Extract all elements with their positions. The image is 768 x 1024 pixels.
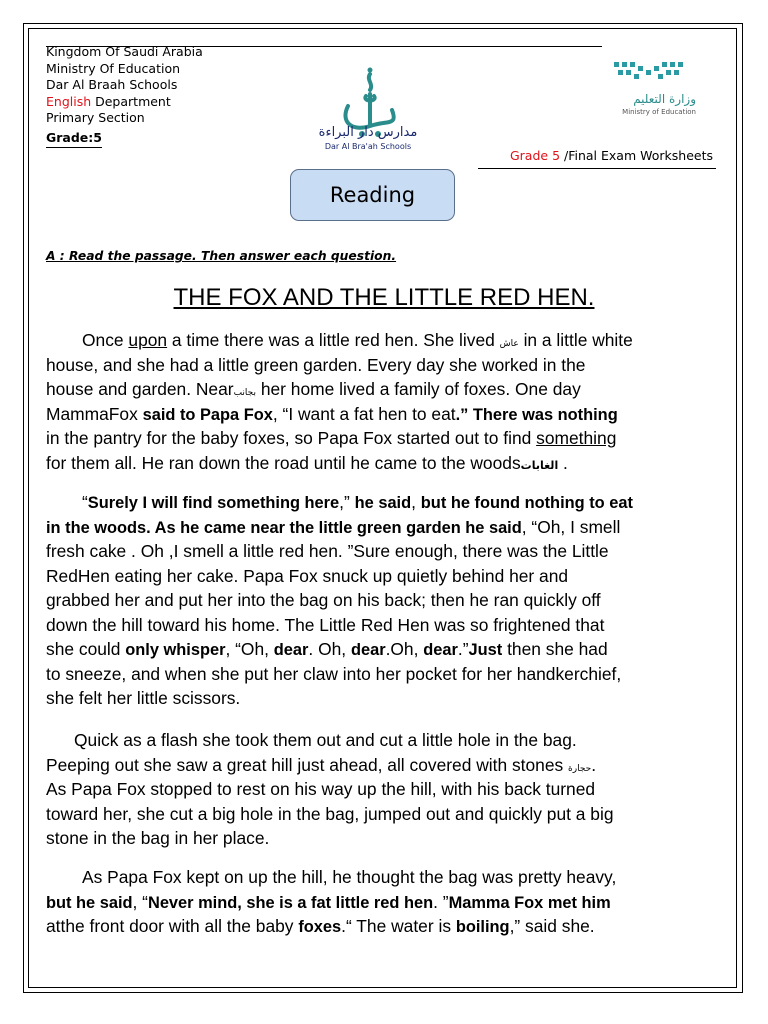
- department-english: English: [46, 93, 92, 109]
- text-line: Quick as a flash she took them out and cut a little hole in the bag.: [74, 730, 577, 750]
- text-line: “Surely I will find something here,” he said, but he found nothing to eat: [82, 492, 633, 512]
- text-line: to sneeze, and when she put her claw into her pocket for her handkerchief,: [46, 663, 622, 684]
- text-line: RedHen eating her cake. Papa Fox snuck up quietly behind her and: [46, 565, 569, 586]
- paragraph-1: [46, 328, 730, 475]
- logo-arabic-name: مدارس دار البراءة: [318, 125, 418, 140]
- text-line: for them all. He ran down the road until he came to the woodsالغابات .: [46, 452, 568, 473]
- dar-al-braah-logo-icon: [318, 66, 422, 154]
- text-line: atthe front door with all the baby foxes.“ The water is boiling,” said she.: [46, 916, 595, 936]
- ministry-arabic-name: وزارة التعليم: [633, 92, 696, 106]
- text-line: fresh cake . Oh ,I smell a little red hen. ”Sure enough, there was the Little: [46, 541, 609, 561]
- text-line: MammaFox said to Papa Fox, “I want a fat hen to eat.” There was nothing: [46, 403, 618, 424]
- paragraph-3: [46, 728, 730, 851]
- text-line: in the pantry for the baby foxes, so Papa Fox started out to find something: [46, 428, 617, 448]
- paragraph-2: [46, 490, 730, 711]
- text-line: Once upon a time there was a little red hen. She lived عاش in a little white: [82, 330, 633, 350]
- section-title: Reading: [329, 183, 416, 207]
- text-line: As Papa Fox stopped to rest on his way up the hill, with his back turned: [46, 779, 596, 799]
- exam-grade-line: [440, 148, 713, 163]
- text-line: Peeping out she saw a great hill just ahead, all covered with stones حجارة.: [46, 754, 597, 775]
- text-line: she felt her little scissors.: [46, 688, 241, 708]
- department-line: [46, 94, 203, 111]
- text-line: down the hill toward his home. The Little Red Hen was so frightened that: [46, 614, 605, 635]
- ministry-english-name: Ministry of Education: [622, 108, 696, 116]
- exam-grade-tag: Grade 5: [509, 148, 561, 163]
- school-info: [46, 44, 203, 148]
- text-line: but he said, “Never mind, she is a fat little red hen. ”Mamma Fox met him: [46, 891, 611, 912]
- text-line: house, and she had a little green garden. Every day she worked in the: [46, 354, 586, 375]
- text-line: house and garden. Nearبجانب her home lived a family of foxes. One day: [46, 379, 581, 399]
- section-line: Primary Section: [46, 110, 145, 126]
- grade-label: Grade:5: [46, 130, 102, 148]
- section-title-box: [290, 169, 455, 221]
- paragraph-4: [46, 865, 730, 939]
- logo-english-name: Dar Al Bra'ah Schools: [324, 142, 412, 151]
- text-line: As Papa Fox kept on up the hill, he thought the bag was pretty heavy,: [82, 867, 617, 887]
- instruction: A : Read the passage. Then answer each question.: [46, 249, 397, 263]
- story-title: THE FOX AND THE LITTLE RED HEN.: [173, 284, 595, 311]
- school-line-name: Dar Al Braah Schools: [46, 77, 178, 93]
- text-line: grabbed her and put her into the bag on his back; then he ran quickly off: [46, 590, 601, 610]
- text-line: toward her, she cut a big hole in the bag, jumped out and quickly put a big: [46, 803, 614, 824]
- department-rest: Department: [91, 93, 171, 109]
- exam-title: /Final Exam Worksheets: [560, 148, 713, 163]
- school-line-kingdom: Kingdom Of Saudi Arabia: [46, 44, 203, 59]
- school-line-ministry: Ministry Of Education: [46, 60, 181, 76]
- text-line: she could only whisper, “Oh, dear. Oh, dear.Oh, dear.”Just then she had: [46, 639, 608, 659]
- exam-grade-rule: [478, 168, 716, 169]
- text-line: stone in the bag in her place.: [46, 828, 270, 848]
- text-line: in the woods. As he came near the little green garden he said, “Oh, I smell: [46, 516, 621, 537]
- ministry-of-education-logo-icon: [610, 58, 690, 86]
